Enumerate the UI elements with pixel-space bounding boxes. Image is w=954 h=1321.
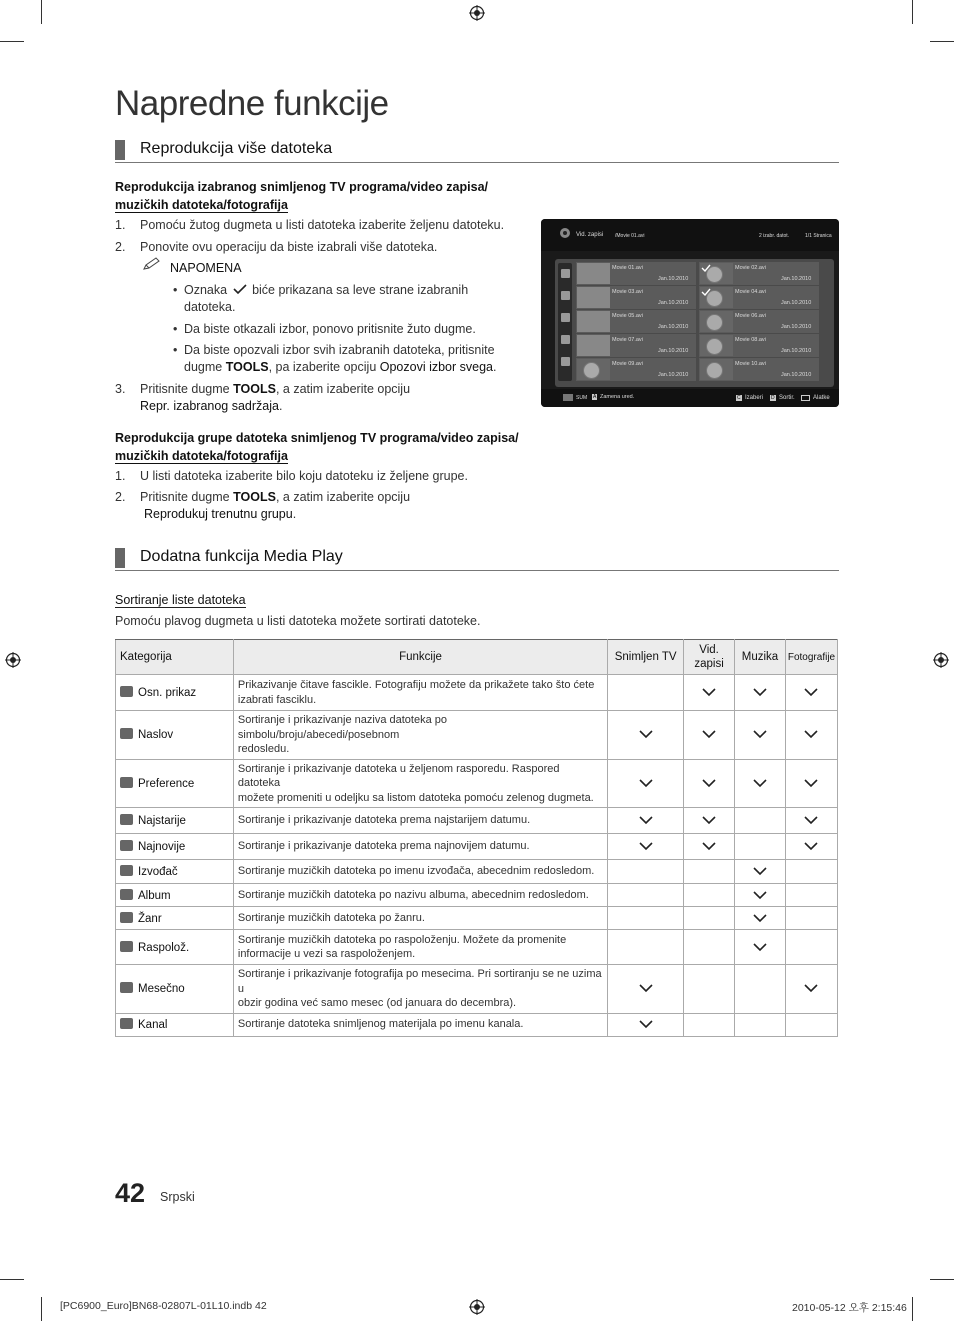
table-row (116, 965, 838, 1014)
crop-mark (930, 1279, 954, 1280)
cell-music (735, 759, 786, 808)
tv-file-item[interactable] (576, 286, 696, 309)
cell-music (735, 675, 786, 711)
cell-category (116, 834, 234, 860)
checkmark-icon (753, 688, 767, 697)
subheading-selected-play (115, 178, 488, 214)
file-date: Jan.10.2010 (781, 348, 812, 354)
crop-mark (0, 1279, 24, 1280)
cell-photo (785, 907, 837, 930)
header-music: Muzika (735, 640, 786, 675)
cell-music (735, 930, 786, 965)
header-video-line: zapisi (694, 658, 724, 670)
table-row (116, 860, 838, 884)
cell-photo (785, 675, 837, 711)
cell-music (735, 711, 786, 760)
section-heading-media-play (115, 548, 839, 571)
cell-tv (608, 907, 684, 930)
cell-photo (785, 884, 837, 907)
subheading-sorting (115, 592, 246, 609)
option-name: Opozovi izbor svega (379, 360, 494, 374)
note-item-3 (173, 342, 513, 376)
checkmark-icon (639, 779, 653, 788)
punctuation: . (292, 507, 297, 521)
file-name: Movie 03.avi (612, 289, 643, 295)
checkmark-icon (804, 842, 818, 851)
cell-category (116, 1013, 234, 1036)
step-1 (115, 217, 535, 234)
file-date: Jan.10.2010 (658, 276, 689, 282)
tv-header-title: Vid. zapisi (576, 232, 604, 238)
subheading-group-play (115, 429, 519, 465)
tv-file-item[interactable] (699, 334, 819, 357)
file-name: Movie 01.avi (612, 265, 643, 271)
calendar-icon (561, 313, 570, 322)
step-text: Ponovite ovu operaciju da biste izabrali više datoteka. (140, 240, 438, 254)
bullet: • (173, 283, 178, 297)
cell-music (735, 1013, 786, 1036)
page-number: 42 (115, 1178, 146, 1208)
note-text: Oznaka (184, 283, 228, 297)
tv-footer (541, 389, 839, 407)
folder-icon (120, 686, 133, 697)
title-icon (561, 291, 570, 300)
checkmark-icon (701, 264, 711, 272)
note-text: Da biste otkazali izbor, ponovo pritisnite žuto dugme. (184, 322, 476, 336)
cell-video (684, 808, 735, 834)
yellow-button-key: C (737, 395, 741, 401)
function-text: izabrati fasciklu. (237, 693, 317, 706)
checkmark-icon (753, 867, 767, 876)
file-name: Movie 05.avi (612, 313, 643, 319)
tv-header (541, 219, 839, 251)
table-row (116, 907, 838, 930)
step-text: , a zatim izaberite opciju (275, 490, 411, 504)
checkmark-icon (753, 730, 767, 739)
cell-tv (608, 1013, 684, 1036)
cell-video (684, 860, 735, 884)
film-reel-icon (706, 314, 723, 331)
cell-tv (608, 711, 684, 760)
sorting-table (115, 639, 838, 1037)
section-heading-text: Reprodukcija više datoteka (140, 140, 333, 157)
cell-function (233, 711, 607, 760)
cell-music (735, 965, 786, 1014)
file-name: Movie 07.avi (612, 337, 643, 343)
checkmark-icon (753, 914, 767, 923)
tv-header-path: /Movie 01.avi (615, 233, 645, 239)
note-item-1 (173, 282, 503, 316)
file-name: Movie 04.avi (735, 289, 766, 295)
cell-category (116, 860, 234, 884)
checkmark-icon (702, 779, 716, 788)
file-date: Jan.10.2010 (781, 372, 812, 378)
registration-mark-icon (469, 1299, 485, 1315)
checkmark-icon (702, 688, 716, 697)
cell-photo (785, 808, 837, 834)
step-text: Pomoću žutog dugmeta u listi datoteka izaberite željenu datoteku. (140, 218, 505, 232)
title-icon (120, 728, 133, 739)
tv-footer-label: Alatke (813, 395, 830, 401)
crop-mark (912, 1297, 913, 1321)
cell-function (233, 675, 607, 711)
cell-photo (785, 759, 837, 808)
cell-photo (785, 930, 837, 965)
bullet: • (173, 343, 178, 357)
checkmark-icon (804, 779, 818, 788)
subheading-line: Reprodukcija izabranog snimljenog TV programa/video zapisa/ (115, 180, 488, 194)
crop-mark (41, 1297, 42, 1321)
cell-category (116, 965, 234, 1014)
album-icon (120, 889, 133, 900)
cell-tv (608, 965, 684, 1014)
header-function: Funkcije (233, 640, 607, 675)
folder-icon (561, 269, 570, 278)
function-text: obzir godina već samo mesec (od januara do decembra). (237, 997, 517, 1009)
video-thumbnail (577, 263, 610, 284)
checkmark-icon (639, 1020, 653, 1029)
category-name: Izvođač (138, 866, 178, 878)
group-step-1 (115, 468, 535, 485)
note-text: datoteka. (184, 300, 236, 314)
category-name: Najnovije (138, 841, 186, 853)
tv-file-item[interactable] (576, 334, 696, 357)
function-text: možete promeniti u odeljku sa listom datoteka pomoću zelenog dugmeta. (237, 791, 594, 804)
note-text: , pa izaberite opciju (268, 360, 377, 374)
file-date: Jan.10.2010 (781, 324, 812, 330)
cell-photo (785, 711, 837, 760)
tv-file-item[interactable] (699, 310, 819, 333)
function-text: Sortiranje i prikazivanje datoteka u željenom rasporedu. Raspored datoteka (237, 762, 560, 789)
monthly-icon (120, 982, 133, 993)
note-text: biće prikazana sa leve strane izabranih (252, 283, 469, 297)
video-thumbnail (577, 359, 610, 380)
cell-category (116, 907, 234, 930)
category-name: Najstarije (138, 815, 186, 827)
file-date: Jan.10.2010 (658, 348, 689, 354)
video-thumbnail (577, 311, 610, 332)
table-row (116, 834, 838, 860)
checkmark-icon (753, 943, 767, 952)
video-icon (559, 227, 571, 239)
cell-video (684, 965, 735, 1014)
cell-category (116, 884, 234, 907)
crop-mark (41, 0, 42, 24)
page-title: Napredne funkcije (115, 84, 389, 123)
cell-category (116, 759, 234, 808)
step-number: 2. (115, 240, 126, 254)
artist-icon (120, 865, 133, 876)
tv-category-bar (558, 263, 572, 381)
tv-file-item[interactable] (699, 262, 819, 285)
cell-music (735, 834, 786, 860)
note-item-2 (173, 321, 503, 338)
checkmark-icon (701, 288, 711, 296)
cell-music (735, 907, 786, 930)
file-name: Movie 08.avi (735, 337, 766, 343)
function-text: Sortiranje datoteka snimljenog materijala po imenu kanala. (237, 1018, 524, 1031)
cell-video (684, 930, 735, 965)
table-row (116, 675, 838, 711)
file-name: Movie 09.avi (612, 361, 643, 367)
crop-mark (912, 0, 913, 24)
video-thumbnail (700, 335, 733, 356)
category-name: Naslov (138, 729, 174, 742)
function-text: Prikazivanje čitave fascikle. Fotografiju možete da prikažete tako što ćete (237, 679, 595, 691)
tv-file-item[interactable] (699, 358, 819, 381)
tv-file-item[interactable] (699, 286, 819, 309)
calendar-icon (561, 335, 570, 344)
video-thumbnail (577, 335, 610, 356)
crop-mark (0, 41, 24, 42)
table-row (116, 884, 838, 907)
cell-music (735, 808, 786, 834)
function-text: informacije u vezi sa raspoloženjem. (237, 948, 416, 960)
file-date: Jan.10.2010 (658, 324, 689, 330)
step-text: Pritisnite dugme (140, 382, 230, 396)
cell-category (116, 675, 234, 711)
option-name: Repr. izabranog sadržaja (140, 399, 279, 413)
tv-header-page: 1/1 Stranica (805, 233, 832, 239)
registration-mark-icon (5, 652, 21, 668)
step-number: 3. (115, 382, 126, 396)
cell-category (116, 711, 234, 760)
function-text: Sortiranje muzičkih datoteka po imenu izvođača, abecednim redosledom. (237, 865, 595, 878)
cell-category (116, 930, 234, 965)
function-text: Sortiranje muzičkih datoteka po raspoloženju. Možete da promenite (237, 933, 567, 946)
subheading-text: Sortiranje liste datoteka (115, 593, 246, 607)
cell-category (116, 808, 234, 834)
cell-music (735, 884, 786, 907)
category-name: Kanal (138, 1019, 168, 1031)
tv-file-item[interactable] (576, 310, 696, 333)
cell-function (233, 860, 607, 884)
bullet: • (173, 322, 178, 336)
group-step-2 (115, 489, 535, 523)
checkmark-icon (753, 891, 767, 900)
checkmark-icon (753, 779, 767, 788)
category-name: Žanr (138, 912, 162, 925)
language-label: Srpski (160, 1190, 195, 1204)
usb-device-icon (563, 394, 573, 401)
file-date: Jan.10.2010 (781, 300, 812, 306)
subheading-line: muzičkih datoteka/fotografija (115, 198, 288, 212)
file-date: Jan.10.2010 (781, 276, 812, 282)
cell-tv (608, 675, 684, 711)
blue-button-key: D (771, 395, 775, 401)
file-name: Movie 06.avi (735, 313, 766, 319)
tools-keyword: TOOLS (233, 490, 276, 504)
note-text: dugme (184, 360, 223, 374)
cell-function (233, 759, 607, 808)
cell-function (233, 884, 607, 907)
step-number: 2. (115, 490, 126, 504)
tools-keyword: TOOLS (225, 360, 269, 374)
category-name: Mesečno (138, 983, 185, 996)
checkmark-icon (639, 816, 653, 825)
sorting-intro: Pomoću plavog dugmeta u listi datoteka možete sortirati datoteke. (115, 614, 481, 628)
print-slug-file: [PC6900_Euro]BN68-02807L-01L10.indb 42 (60, 1300, 267, 1312)
tv-file-item[interactable] (576, 358, 696, 381)
checkmark-icon (639, 730, 653, 739)
tv-screenshot (541, 219, 839, 407)
note-label: NAPOMENA (170, 261, 242, 275)
file-date: Jan.10.2010 (658, 372, 689, 378)
tv-file-item[interactable] (576, 262, 696, 285)
tools-icon (801, 395, 810, 401)
function-text: Sortiranje i prikazivanje naziva datoteka po simbolu/broju/abecedi/posebnom (237, 714, 447, 741)
step-number: 1. (115, 469, 126, 483)
section-heading-multi-play (115, 140, 839, 163)
cell-tv (608, 884, 684, 907)
cell-tv (608, 834, 684, 860)
category-name: Preference (138, 777, 195, 790)
function-text: redosledu. (237, 743, 290, 755)
checkmark-icon (804, 984, 818, 993)
cell-video (684, 1013, 735, 1036)
tv-footer-label: Sortir. (779, 395, 795, 401)
table-row (116, 759, 838, 808)
punctuation: . (493, 360, 497, 374)
cell-function (233, 1013, 607, 1036)
file-date: Jan.10.2010 (658, 300, 689, 306)
file-name: Movie 10.avi (735, 361, 766, 367)
checkmark-icon (702, 842, 716, 851)
cell-tv (608, 759, 684, 808)
table-row (116, 1013, 838, 1036)
table-row (116, 808, 838, 834)
cell-video (684, 759, 735, 808)
registration-mark-icon (933, 652, 949, 668)
table-row (116, 711, 838, 760)
cell-video (684, 907, 735, 930)
step-text: U listi datoteka izaberite bilo koju datoteku iz željene grupe. (140, 469, 468, 483)
category-name: Osn. prikaz (138, 687, 197, 699)
checkmark-icon (639, 842, 653, 851)
calendar-oldest-icon (120, 814, 133, 825)
cell-function (233, 930, 607, 965)
cell-music (735, 860, 786, 884)
cell-photo (785, 834, 837, 860)
section-bar (115, 548, 125, 568)
red-button-key: A (593, 394, 597, 400)
film-reel-icon (706, 362, 723, 379)
tv-footer-label: Izaberi (745, 395, 764, 401)
cell-function (233, 907, 607, 930)
header-video (684, 640, 735, 675)
checkmark-icon (233, 284, 247, 295)
section-heading-text: Dodatna funkcija Media Play (140, 548, 343, 565)
cell-video (684, 675, 735, 711)
tv-footer-device: SUM (576, 395, 588, 401)
cell-function (233, 965, 607, 1014)
cell-video (684, 711, 735, 760)
cell-video (684, 834, 735, 860)
header-category: Kategorija (116, 640, 234, 675)
punctuation: . (278, 399, 283, 413)
cell-tv (608, 860, 684, 884)
function-text: Sortiranje muzičkih datoteka po nazivu albuma, abecednim redosledom. (237, 888, 589, 901)
checkmark-icon (804, 730, 818, 739)
cell-photo (785, 860, 837, 884)
tv-header-selected: 2 izabr. datot. (759, 233, 790, 239)
table-row (116, 930, 838, 965)
step-text: , a zatim izaberite opciju (275, 382, 411, 396)
step-number: 1. (115, 218, 126, 232)
note-pencil-icon (142, 257, 162, 271)
function-text: Sortiranje i prikazivanje datoteka prema najstarijem datumu. (237, 814, 531, 827)
header-photo: Fotografije (785, 640, 837, 675)
checkmark-icon (702, 730, 716, 739)
video-thumbnail (700, 359, 733, 380)
option-name: Reprodukuj trenutnu grupu (144, 507, 293, 521)
film-reel-icon (706, 338, 723, 355)
step-text: Pritisnite dugme (140, 490, 230, 504)
note-text: Da biste opozvali izbor svih izabranih datoteka, pritisnite (184, 343, 495, 357)
genre-icon (120, 912, 133, 923)
tv-file-list (555, 259, 834, 387)
header-tv: Snimljen TV (608, 640, 684, 675)
function-text: Sortiranje muzičkih datoteka po žanru. (237, 911, 425, 924)
mood-icon (120, 941, 133, 952)
crop-mark (930, 41, 954, 42)
step-2 (115, 239, 535, 256)
checkmark-icon (639, 984, 653, 993)
calendar-newest-icon (120, 840, 133, 851)
category-name: Album (138, 889, 171, 902)
tools-keyword: TOOLS (233, 382, 276, 396)
function-text: Sortiranje i prikazivanje datoteka prema najnovijem datumu. (237, 840, 530, 853)
file-name: Movie 02.avi (735, 265, 766, 271)
cell-video (684, 884, 735, 907)
print-slug-date: 2010-05-12 오후 2:15:46 (792, 1302, 907, 1314)
video-thumbnail (700, 311, 733, 332)
step-3 (115, 381, 535, 415)
cell-function (233, 808, 607, 834)
film-reel-icon (583, 362, 600, 379)
header-video-line: Vid. (699, 644, 719, 656)
cell-photo (785, 1013, 837, 1036)
subheading-line: Reprodukcija grupe datoteka snimljenog TV programa/video zapisa/ (115, 431, 519, 445)
cell-tv (608, 930, 684, 965)
star-icon (561, 357, 570, 366)
star-icon (120, 777, 133, 788)
checkmark-icon (702, 816, 716, 825)
subheading-line: muzičkih datoteka/fotografija (115, 449, 288, 463)
cell-tv (608, 808, 684, 834)
channel-icon (120, 1018, 133, 1029)
tv-footer-label: Zamena ured. (600, 394, 635, 400)
cell-photo (785, 965, 837, 1014)
registration-mark-icon (469, 5, 485, 21)
checkmark-icon (804, 688, 818, 697)
video-thumbnail (577, 287, 610, 308)
category-name: Raspolož. (138, 941, 190, 954)
cell-function (233, 834, 607, 860)
section-bar (115, 140, 125, 160)
function-text: Sortiranje i prikazivanje fotografija po mesecima. Pri sortiranju se ne uzima u (237, 968, 602, 995)
checkmark-icon (804, 816, 818, 825)
